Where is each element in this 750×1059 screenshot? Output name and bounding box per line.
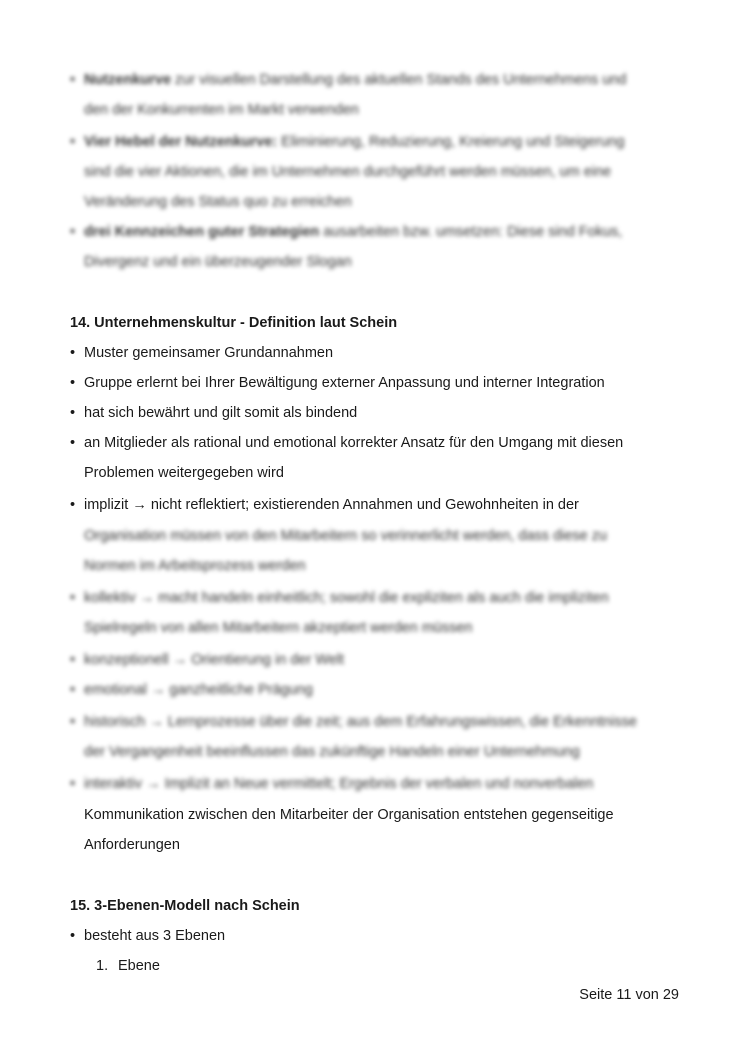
item-text: historisch → Lernprozesse über die zeit; aus dem Erfahrungswissen, die Erkenntnisse [84,714,637,730]
numbered-item [96,956,160,976]
blurred-list-item [70,774,593,794]
list-item [70,343,333,363]
page-number: Seite 11 von 29 [579,987,679,1003]
blurred-list-item-continuation [84,192,352,212]
item-text: sind die vier Aktionen, die im Unternehmen durchgeführt werden müssen, um eine [84,164,612,180]
item-text: implizit → nicht reflektiert; existierenden Annahmen und Gewohnheiten in der [84,497,579,513]
blurred-line: Organisation müssen von den Mitarbeitern so verinnerlicht werden, dass diese zu [84,528,608,544]
list-item [70,403,357,423]
list-item [70,373,605,393]
item-text: Muster gemeinsamer Grundannahmen [84,345,334,361]
item-text: Veränderung des Status quo zu erreichen [84,194,352,210]
item-text: an Mitglieder als rational und emotional korrekter Ansatz für den Umgang mit diesen [84,435,624,451]
blurred-list-item-continuation [84,252,352,272]
item-text: kollektiv → macht handeln einheitlich; sowohl die expliziten als auch die impliziten [84,590,609,606]
blurred-list-item [70,650,344,670]
blurred-line: Normen im Arbeitsprozess werden [84,558,306,574]
bold-term: drei Kennzeichen guter Strategien [84,224,320,240]
list-item [70,495,579,515]
item-text: zur visuellen Darstellung des aktuellen Stands des Unternehmens und [171,72,627,88]
bullet: • [70,776,76,792]
item-text: emotional → ganzheitliche Prägung [84,682,313,698]
bullet: • [70,497,76,513]
list-item-continuation: Kommunikation zwischen den Mitarbeiter der Organisation entstehen gegenseitige [84,807,614,823]
bullet: • [70,224,76,240]
bullet: • [70,928,76,944]
blurred-list-item [70,132,625,152]
section-15-heading: 15. 3-Ebenen-Modell nach Schein [70,898,300,914]
bullet: • [70,435,76,451]
bullet: • [70,134,76,150]
blurred-line: der Vergangenheit beeinflussen das zukünftige Handeln einer Unternehmung [84,744,580,760]
list-item [70,433,623,453]
blurred-list-item [70,712,637,732]
blurred-list-item [70,222,622,242]
blurred-list-item-continuation [84,100,359,120]
item-text: den der Konkurrenten im Markt verwenden [84,102,359,118]
blurred-list-item [70,70,626,90]
list-item [70,926,225,946]
list-item-continuation: Anforderungen [84,837,180,853]
bullet: • [70,405,76,421]
item-text: besteht aus 3 Ebenen [84,928,226,944]
blurred-list-item [70,588,609,608]
bullet: • [70,682,76,698]
blurred-line: Spielregeln von allen Mitarbeitern akzeptiert werden müssen [84,620,473,636]
bold-term: Nutzenkurve [84,72,172,88]
blurred-list-item-continuation [84,162,611,182]
bullet: • [70,652,76,668]
item-number: 1. [96,958,109,974]
item-text: hat sich bewährt und gilt somit als bindend [84,405,358,421]
bullet: • [70,72,76,88]
section-14-heading: 14. Unternehmenskultur - Definition laut Schein [70,315,398,331]
bullet: • [70,375,76,391]
item-text: ausarbeiten bzw. umsetzen: Diese sind Fokus, [319,224,623,240]
list-item-continuation: Problemen weitergegeben wird [84,465,284,481]
bullet: • [70,714,76,730]
item-text: Eliminierung, Reduzierung, Kreierung und Steigerung [277,134,625,150]
item-text: Ebene [118,958,160,974]
blurred-list-item [70,680,313,700]
bullet: • [70,590,76,606]
item-text: konzeptionell → Orientierung in der Welt [84,652,345,668]
bold-term: Vier Hebel der Nutzenkurve: [84,134,278,150]
item-text: Divergenz und ein überzeugender Slogan [84,254,352,270]
item-text: Gruppe erlernt bei Ihrer Bewältigung externer Anpassung und interner Integration [84,375,605,391]
item-text: interaktiv → Implizit an Neue vermittelt; Ergebnis der verbalen und nonverbalen [84,776,594,792]
bullet: • [70,345,76,361]
